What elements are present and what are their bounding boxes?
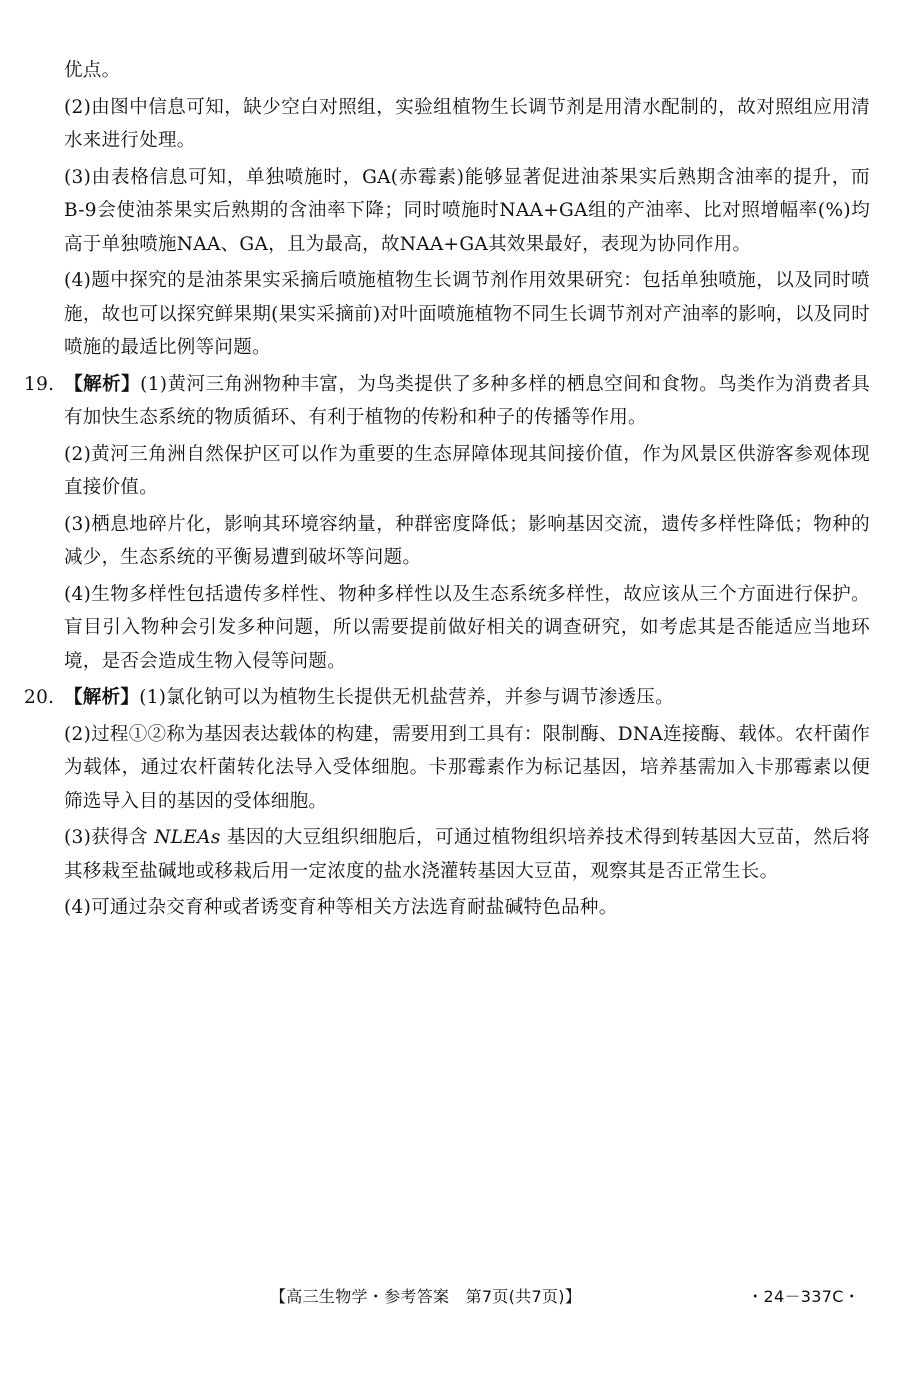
q20-para-1: (1)氯化钠可以为植物生长提供无机盐营养，并参与调节渗透压。 xyxy=(139,687,674,708)
q20-para-2: (2)过程①②称为基因表达载体的构建，需要用到工具有：限制酶、DNA连接酶、载体。农杆菌作为载体，通过农杆菌转化法导入受体细胞。卡那霉素作为标记基因，培养基需加入卡那霉素以便筛选导入目的基因的受体细胞。 xyxy=(64,723,870,812)
gene-name: NLEAs xyxy=(154,827,221,848)
q19-analysis-tag: 【解析】 xyxy=(64,373,141,395)
q18-para-2: (2)由图中信息可知，缺少空白对照组，实验组植物生长调节剂是用清水配制的，故对照组应用清水来进行处理。 xyxy=(64,96,870,151)
q20-para-3-after: 基因的大豆组织细胞后，可通过植物组织培养技术得到转基因大豆苗，然后将其移栽至盐碱地或移栽后用一定浓度的盐水浇灌转基因大豆苗，观察其是否正常生长。 xyxy=(64,827,871,882)
q18-para-1: 优点。 xyxy=(64,60,121,81)
q19-para-4: (4)生物多样性包括遗传多样性、物种多样性以及生态系统多样性，故应该从三个方面进行保护。盲目引入物种会引发多种问题，所以需要提前做好相关的调查研究，如考虑其是否能适应当地环境，是否会造成生物入侵等问题。 xyxy=(64,583,870,672)
q20-para-3-before: (3)获得含 xyxy=(64,827,148,848)
footer-code: ・24－337C・ xyxy=(747,1287,860,1306)
q20-first-para xyxy=(24,681,870,715)
q19-number: 19. xyxy=(24,373,55,395)
footer-page-info: 【高三生物学・参考答案 第7页(共7页)】 xyxy=(270,1287,582,1306)
q20-number: 20. xyxy=(24,687,55,708)
q19-para-2: (2)黄河三角洲自然保护区可以作为重要的生态屏障体现其间接价值，作为风景区供游客参观体现直接价值。 xyxy=(64,443,870,498)
answer-content xyxy=(24,54,870,925)
q19-first-para xyxy=(24,368,870,435)
q19-para-1: (1)黄河三角洲物种丰富，为鸟类提供了多种多样的栖息空间和食物。鸟类作为消费者具有加快生态系统的物质循环、有利于植物的传粉和种子的传播等作用。 xyxy=(64,373,870,428)
q20-para-3 xyxy=(24,821,870,888)
page-footer xyxy=(0,1280,900,1310)
q18-para-4: (4)题中探究的是油茶果实采摘后喷施植物生长调节剂作用效果研究：包括单独喷施，以及同时喷施，故也可以探究鲜果期(果实采摘前)对叶面喷施植物不同生长调节剂对产油率的影响，以及同时喷施的最适比例等问题。 xyxy=(64,270,870,358)
q19-para-3: (3)栖息地碎片化，影响其环境容纳量，种群密度降低；影响基因交流，遗传多样性降低；物种的减少，生态系统的平衡易遭到破坏等问题。 xyxy=(64,513,870,568)
q20-analysis-tag: 【解析】 xyxy=(64,687,140,708)
q18-para-3: (3)由表格信息可知，单独喷施时，GA(赤霉素)能够显著促进油茶果实后熟期含油率的提升，而B-9会使油茶果实后熟期的含油率下降；同时喷施时NAA+GA组的产油率、比对照增幅率(%)均高于单独喷施NAA、GA，且为最高，故NAA+GA其效果最好，表现为协同作用。 xyxy=(64,166,870,255)
q20-para-4: (4)可通过杂交育种或者诱变育种等相关方法选育耐盐碱特色品种。 xyxy=(64,897,618,918)
